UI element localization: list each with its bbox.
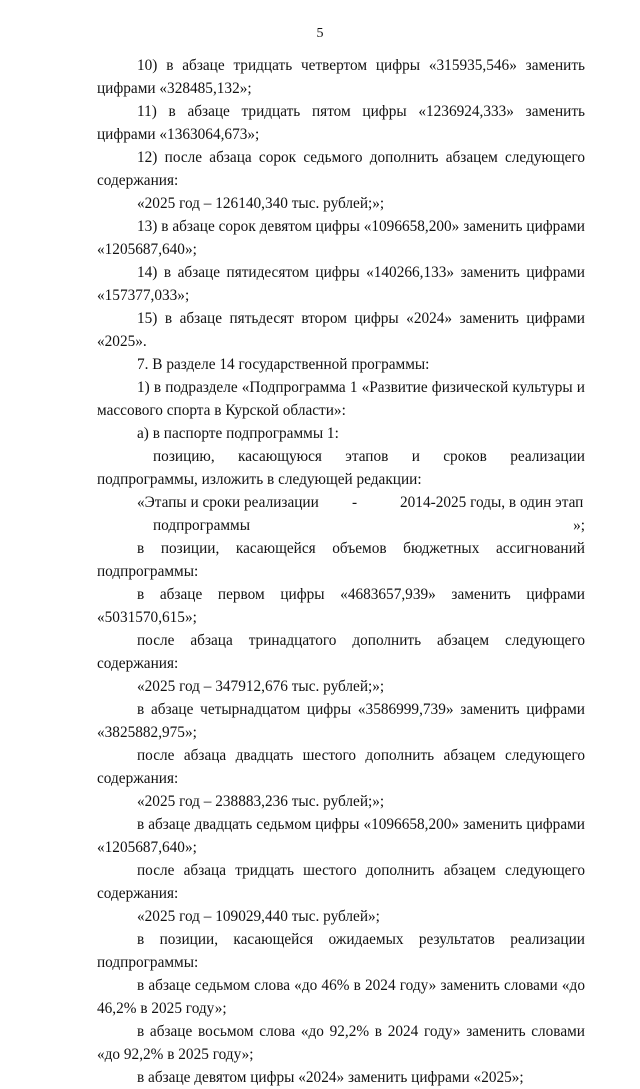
paragraph: «2025 год – 347912,676 тыс. рублей;»;	[137, 678, 385, 695]
paragraph: позицию, касающуюся этапов и сроков реализации подпрограммы, изложить в следующей редакции:	[97, 448, 585, 488]
stages-dash: -	[352, 494, 358, 511]
paragraph: 1) в подразделе «Подпрограмма 1 «Развитие физической культуры и массового спорта в Курской области»:	[97, 379, 585, 419]
paragraph: 12) после абзаца сорок седьмого дополнить абзацем следующего содержания:	[97, 149, 585, 189]
paragraph: а) в паспорте подпрограммы 1:	[137, 425, 339, 442]
stages-label-line2: подпрограммы	[153, 517, 251, 534]
paragraph: в абзаце первом цифры «4683657,939» заменить цифрами «5031570,615»;	[97, 586, 585, 626]
paragraph: «2025 год – 109029,440 тыс. рублей»;	[137, 908, 380, 925]
paragraph: в позиции, касающейся объемов бюджетных ассигнований подпрограммы:	[97, 540, 585, 580]
paragraph: после абзаца тридцать шестого дополнить абзацем следующего содержания:	[97, 862, 585, 902]
paragraph: «2025 год – 126140,340 тыс. рублей;»;	[137, 195, 385, 212]
paragraph: в позиции, касающейся ожидаемых результатов реализации подпрограммы:	[97, 931, 585, 971]
paragraph: в абзаце девятом цифры «2024» заменить цифрами «2025»;	[137, 1069, 524, 1086]
stages-closing: »;	[573, 517, 585, 534]
paragraph: после абзаца двадцать шестого дополнить абзацем следующего содержания:	[97, 747, 585, 787]
paragraph: 13) в абзаце сорок девятом цифры «1096658,200» заменить цифрами «1205687,640»;	[97, 218, 585, 258]
paragraph: «2025 год – 238883,236 тыс. рублей;»;	[137, 793, 385, 810]
paragraph: в абзаце четырнадцатом цифры «3586999,739» заменить цифрами «3825882,975»;	[97, 701, 585, 741]
paragraph: в абзаце восьмом слова «до 92,2% в 2024 году» заменить словами «до 92,2% в 2025 году»;	[97, 1023, 585, 1063]
paragraph: 10) в абзаце тридцать четвертом цифры «315935,546» заменить цифрами «328485,132»;	[97, 57, 585, 97]
paragraph: в абзаце седьмом слова «до 46% в 2024 году» заменить словами «до 46,2% в 2025 году»;	[97, 977, 585, 1017]
stages-label-line1: «Этапы и сроки реализации	[137, 494, 319, 511]
paragraph: после абзаца тринадцатого дополнить абзацем следующего содержания:	[97, 632, 585, 672]
paragraph: 11) в абзаце тридцать пятом цифры «1236924,333» заменить цифрами «1363064,673»;	[97, 103, 585, 143]
section-heading: 7. В разделе 14 государственной программы:	[137, 356, 430, 373]
document-body	[97, 54, 585, 1089]
paragraph: 15) в абзаце пятьдесят втором цифры «2024» заменить цифрами «2025».	[97, 310, 585, 350]
paragraph: 14) в абзаце пятидесятом цифры «140266,133» заменить цифрами «157377,033»;	[97, 264, 585, 304]
stages-value: 2014-2025 годы, в один этап	[400, 494, 584, 511]
stages-and-terms-block	[97, 491, 585, 537]
paragraph: в абзаце двадцать седьмом цифры «1096658,200» заменить цифрами «1205687,640»;	[97, 816, 585, 856]
page-number: 5	[316, 26, 324, 41]
